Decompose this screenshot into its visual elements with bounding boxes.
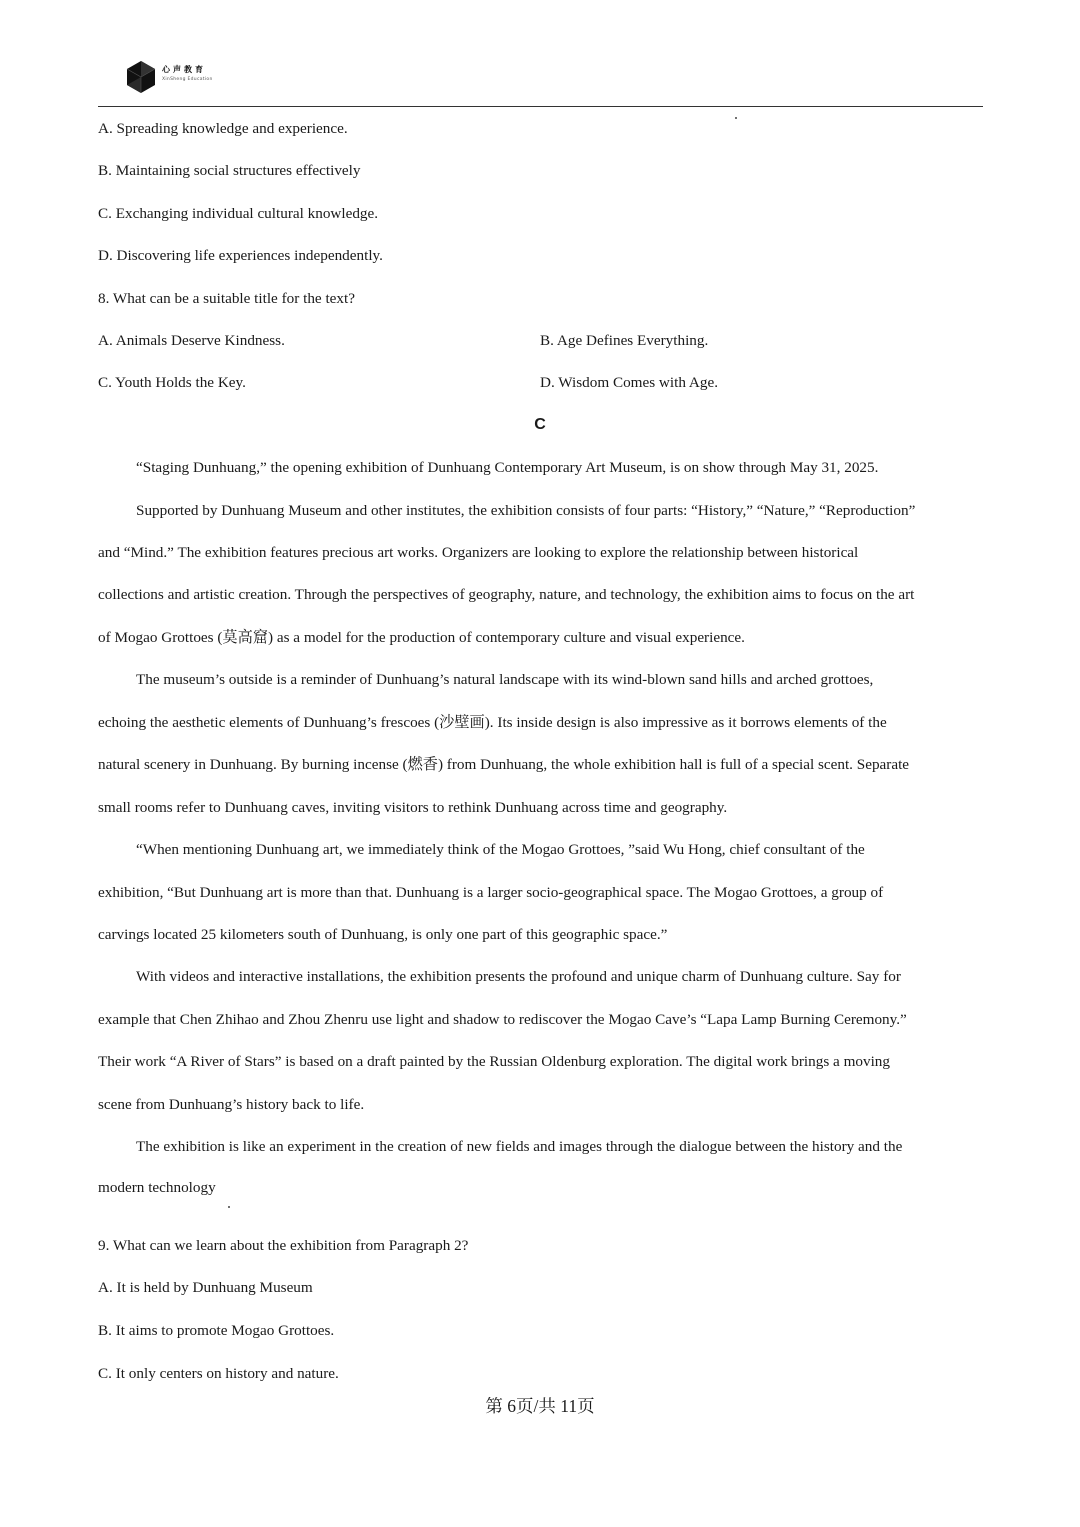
q9-option-a: A. It is held by Dunhuang Museum <box>98 1279 313 1296</box>
hexagon-logo-icon <box>124 60 158 94</box>
q7-option-a: A. Spreading knowledge and experience. <box>98 120 348 137</box>
logo-chinese-name: 心声教育 <box>162 65 206 74</box>
passage-line: “When mentioning Dunhuang art, we immediately think of the Mogao Grottoes, ”said Wu Hong, chief consultant of the <box>136 841 865 858</box>
passage-line: The museum’s outside is a reminder of Dunhuang’s natural landscape with its wind-blown sand hills and arched grottoes, <box>136 671 874 688</box>
q7-option-d: D. Discovering life experiences independently. <box>98 247 383 264</box>
q8-question: 8. What can be a suitable title for the text? <box>98 290 355 307</box>
passage-line: of Mogao Grottoes (莫高窟) as a model for the production of contemporary culture and visual experience. <box>98 629 745 646</box>
passage-line: Supported by Dunhuang Museum and other institutes, the exhibition consists of four parts: “History,” “Nature,” “Reproduction” <box>136 502 916 519</box>
section-heading: C <box>534 416 546 433</box>
logo-text <box>162 64 213 82</box>
passage-line: With videos and interactive installations, the exhibition presents the profound and unique charm of Dunhuang culture. Say for <box>136 968 901 985</box>
q8-option-a: A. Animals Deserve Kindness. <box>98 332 285 349</box>
passage-line: exhibition, “But Dunhuang art is more than that. Dunhuang is a larger socio-geographical space. The Mogao Grottoes, a group of <box>98 884 884 901</box>
passage-line: small rooms refer to Dunhuang caves, inviting visitors to rethink Dunhuang across time and geography. <box>98 799 728 816</box>
passage-line: modern technology <box>98 1179 216 1196</box>
passage-line: Their work “A River of Stars” is based on a draft painted by the Russian Oldenburg exploration. The digital work brings a moving <box>98 1053 890 1070</box>
q8-option-d: D. Wisdom Comes with Age. <box>540 374 718 391</box>
passage-line: scene from Dunhuang’s history back to life. <box>98 1096 365 1113</box>
passage-line: The exhibition is like an experiment in the creation of new fields and images through the dialogue between the history and the <box>136 1138 903 1155</box>
q8-option-b: B. Age Defines Everything. <box>540 332 709 349</box>
q8-option-c: C. Youth Holds the Key. <box>98 374 246 391</box>
page-footer <box>0 1393 1080 1418</box>
logo-english-name: XinSheng Education <box>162 77 213 82</box>
passage-line: and “Mind.” The exhibition features precious art works. Organizers are looking to explore the relationship between historical <box>98 544 859 561</box>
page-header <box>98 54 983 107</box>
q7-option-c: C. Exchanging individual cultural knowledge. <box>98 205 379 222</box>
q9-question: 9. What can we learn about the exhibition from Paragraph 2? <box>98 1237 469 1254</box>
q7-option-b: B. Maintaining social structures effectively <box>98 162 361 179</box>
passage-line: collections and artistic creation. Through the perspectives of geography, nature, and technology, the exhibition aims to focus on the art <box>98 586 915 603</box>
q9-option-c: C. It only centers on history and nature. <box>98 1365 339 1382</box>
passage-line: “Staging Dunhuang,” the opening exhibition of Dunhuang Contemporary Art Museum, is on show through May 31, 2025. <box>136 459 879 476</box>
passage-line: echoing the aesthetic elements of Dunhuang’s frescoes (沙壁画). Its inside design is also impressive as it borrows elements of the <box>98 714 887 731</box>
passage-line: natural scenery in Dunhuang. By burning incense (燃香) from Dunhuang, the whole exhibition hall is full of a special scent. Separate <box>98 756 910 773</box>
stray-mark <box>735 117 737 119</box>
stray-mark <box>228 1206 230 1208</box>
q9-option-b: B. It aims to promote Mogao Grottoes. <box>98 1322 335 1339</box>
passage-line: example that Chen Zhihao and Zhou Zhenru use light and shadow to rediscover the Mogao Cave’s “Lapa Lamp Burning Ceremony.” <box>98 1011 907 1028</box>
page-number: 第 6页/共 11页 <box>485 1396 595 1416</box>
passage-line: carvings located 25 kilometers south of Dunhuang, is only one part of this geographic space.” <box>98 926 668 943</box>
